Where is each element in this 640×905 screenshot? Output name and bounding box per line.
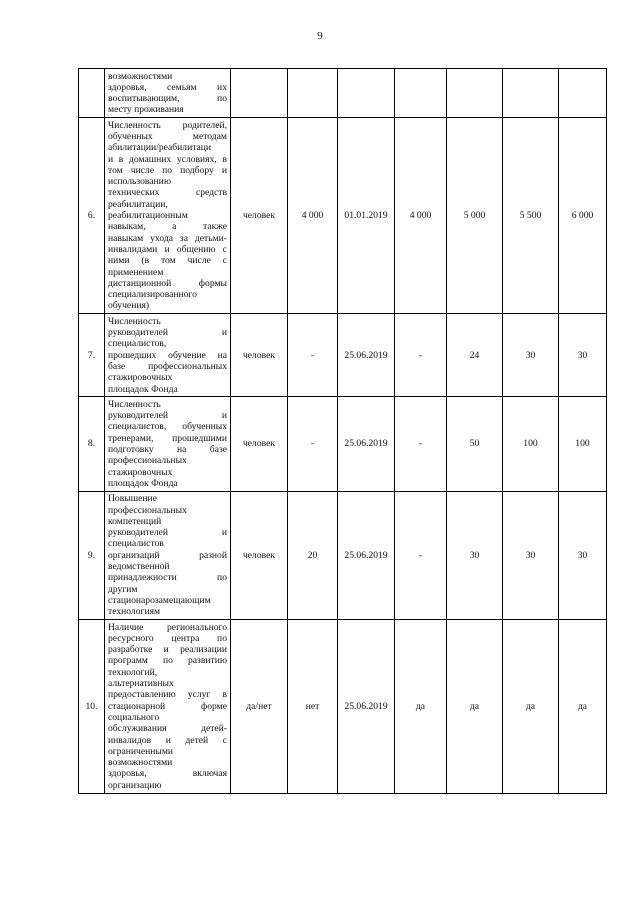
description-line: реабилитации, bbox=[108, 198, 168, 210]
description-line: ресурсного центра по bbox=[108, 632, 227, 644]
indicator-description bbox=[105, 620, 231, 794]
description-line: применением bbox=[108, 266, 164, 278]
row-number: 9. bbox=[79, 491, 105, 619]
table-row bbox=[79, 397, 607, 491]
row-number: 7. bbox=[79, 314, 105, 397]
description-line: стационарной форме bbox=[108, 700, 227, 712]
description-line: специалистов, обученных bbox=[108, 421, 227, 433]
value-cell-3 bbox=[503, 69, 559, 118]
description-line: Повышение bbox=[108, 493, 157, 505]
base-date-cell: 25.06.2019 bbox=[338, 397, 395, 491]
description-line: абилитации/реабилитаци bbox=[108, 142, 212, 154]
unit-cell: человек bbox=[231, 397, 288, 491]
unit-cell: да/нет bbox=[231, 620, 288, 794]
description-line: прошедших обучение на bbox=[108, 349, 227, 361]
description-line: тренерами, прошедшими bbox=[108, 432, 227, 444]
base-value-cell: 20 bbox=[288, 491, 338, 619]
description-line: инвалидов и детей с bbox=[108, 734, 227, 746]
unit-cell: человек bbox=[231, 314, 288, 397]
description-line: стационарозамещающим bbox=[108, 594, 211, 606]
value-cell-2: 24 bbox=[447, 314, 503, 397]
value-cell-1: - bbox=[395, 397, 447, 491]
unit-cell bbox=[231, 69, 288, 118]
indicator-description bbox=[105, 491, 231, 619]
description-line: стажировочных bbox=[108, 372, 173, 384]
value-cell-4: 100 bbox=[559, 397, 607, 491]
value-cell-1: да bbox=[395, 620, 447, 794]
description-line: здоровья, семьям их bbox=[108, 81, 227, 93]
description-line: навыкам, а также bbox=[108, 221, 227, 233]
table-row bbox=[79, 118, 607, 314]
description-line: специалистов, bbox=[108, 338, 167, 350]
description-line: Численность bbox=[108, 315, 161, 327]
description-line: руководителей и bbox=[108, 527, 227, 539]
row-number: 8. bbox=[79, 397, 105, 491]
value-cell-3: 30 bbox=[503, 491, 559, 619]
base-date-cell bbox=[338, 69, 395, 118]
description-line: использованию bbox=[108, 176, 171, 188]
base-date-cell: 25.06.2019 bbox=[338, 491, 395, 619]
value-cell-4: 30 bbox=[559, 314, 607, 397]
description-line: стажировочных bbox=[108, 466, 173, 478]
base-value-cell: - bbox=[288, 397, 338, 491]
base-date-cell: 25.06.2019 bbox=[338, 314, 395, 397]
value-cell-3: 5 500 bbox=[503, 118, 559, 314]
row-number: 10. bbox=[79, 620, 105, 794]
description-line: обученных методам bbox=[108, 131, 227, 142]
description-line: ведомственной bbox=[108, 561, 170, 573]
description-line: программ по развитию bbox=[108, 655, 227, 667]
description-line: воспитывающим, по bbox=[108, 93, 227, 105]
description-line: месту проживания bbox=[108, 104, 184, 116]
description-line: реабилитационным bbox=[108, 210, 188, 222]
description-line: ними (в том числе с bbox=[108, 255, 227, 267]
base-date-cell: 01.01.2019 bbox=[338, 118, 395, 314]
base-date-cell: 25.06.2019 bbox=[338, 620, 395, 794]
value-cell-2: 30 bbox=[447, 491, 503, 619]
indicator-description bbox=[105, 314, 231, 397]
description-line: технологий, bbox=[108, 666, 158, 678]
value-cell-3: 30 bbox=[503, 314, 559, 397]
description-line: профессиональных bbox=[108, 504, 187, 516]
description-line: ограниченными bbox=[108, 745, 174, 757]
base-value-cell bbox=[288, 69, 338, 118]
description-line: специалистов bbox=[108, 538, 164, 550]
description-line: подготовку на базе bbox=[108, 444, 227, 456]
indicator-description bbox=[105, 69, 231, 118]
description-line: руководителей и bbox=[108, 327, 227, 339]
description-line: навыкам ухода за детьми- bbox=[108, 232, 227, 244]
value-cell-2: 50 bbox=[447, 397, 503, 491]
row-number: 6. bbox=[79, 118, 105, 314]
value-cell-1: - bbox=[395, 491, 447, 619]
value-cell-3: 100 bbox=[503, 397, 559, 491]
description-line: специализированного bbox=[108, 289, 197, 301]
value-cell-1 bbox=[395, 69, 447, 118]
value-cell-1: - bbox=[395, 314, 447, 397]
description-line: социального bbox=[108, 711, 160, 723]
value-cell-2 bbox=[447, 69, 503, 118]
description-line: Наличие регионального bbox=[108, 621, 227, 633]
page-number: 9 bbox=[317, 30, 323, 42]
description-line: организацию bbox=[108, 779, 162, 791]
base-value-cell: 4 000 bbox=[288, 118, 338, 314]
description-line: руководителей и bbox=[108, 410, 227, 422]
table-row bbox=[79, 491, 607, 619]
value-cell-4: 30 bbox=[559, 491, 607, 619]
description-line: обслуживания детей- bbox=[108, 723, 227, 735]
description-line: организаций разной bbox=[108, 549, 227, 561]
description-line: альтернативных bbox=[108, 678, 174, 690]
description-line: компетенций bbox=[108, 515, 162, 527]
base-value-cell: нет bbox=[288, 620, 338, 794]
value-cell-1: 4 000 bbox=[395, 118, 447, 314]
value-cell-4: 6 000 bbox=[559, 118, 607, 314]
description-line: предоставлению услуг в bbox=[108, 689, 227, 701]
description-line: обучения) bbox=[108, 300, 150, 312]
description-line: площадок Фонда bbox=[108, 383, 178, 395]
value-cell-4: да bbox=[559, 620, 607, 794]
description-line: возможностями bbox=[108, 757, 173, 769]
description-line: возможностями bbox=[108, 70, 173, 82]
description-line: инвалидами и общению с bbox=[108, 243, 227, 255]
description-line: том числе по подбору и bbox=[108, 164, 227, 176]
description-line: базе профессиональных bbox=[108, 360, 227, 372]
indicator-description bbox=[105, 118, 231, 314]
base-value-cell: - bbox=[288, 314, 338, 397]
indicators-table bbox=[78, 68, 607, 794]
description-line: площадок Фонда bbox=[108, 477, 178, 489]
description-line: профессиональных bbox=[108, 455, 187, 467]
row-number bbox=[79, 69, 105, 118]
value-cell-3: да bbox=[503, 620, 559, 794]
unit-cell: человек bbox=[231, 118, 288, 314]
unit-cell: человек bbox=[231, 491, 288, 619]
description-line: и в домашних условиях, в bbox=[108, 153, 227, 165]
indicator-description bbox=[105, 397, 231, 491]
table-row bbox=[79, 620, 607, 794]
table-row bbox=[79, 69, 607, 118]
value-cell-4 bbox=[559, 69, 607, 118]
table-body bbox=[79, 69, 607, 794]
description-line: принадлежности по bbox=[108, 572, 227, 584]
value-cell-2: да bbox=[447, 620, 503, 794]
description-line: Численность родителей, bbox=[108, 119, 227, 131]
description-line: Численность bbox=[108, 398, 161, 410]
description-line: разработке и реализации bbox=[108, 644, 227, 656]
description-line: технологиям bbox=[108, 606, 161, 618]
value-cell-2: 5 000 bbox=[447, 118, 503, 314]
table-row bbox=[79, 314, 607, 397]
description-line: другим bbox=[108, 583, 138, 595]
description-line: здоровья, включая bbox=[108, 768, 227, 780]
description-line: технических средств bbox=[108, 187, 227, 199]
description-line: дистанционной формы bbox=[108, 277, 227, 289]
